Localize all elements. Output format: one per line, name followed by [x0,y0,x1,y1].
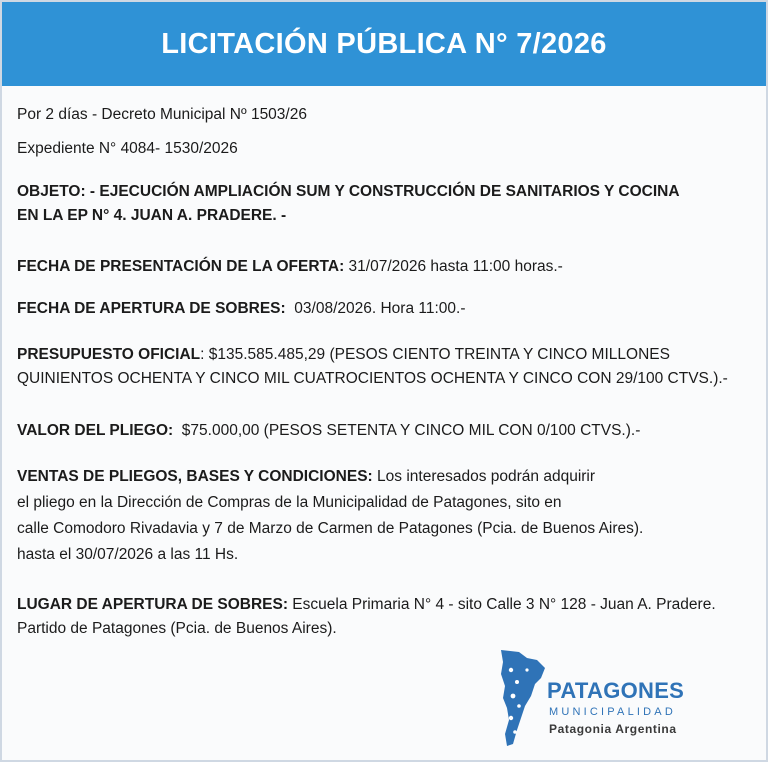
presupuesto-value: : $135.585.485,29 (PESOS CIENTO TREINTA Y CINCO MILLONES [200,346,670,363]
objeto-line-2: EN LA EP N° 4. JUAN A. PRADERE. - [17,207,287,224]
logo-tagline: Patagonia Argentina [549,722,677,736]
patagones-logo [497,648,702,748]
logo-name: PATAGONES [547,678,685,703]
presentacion-label: FECHA DE PRESENTACIÓN DE LA OFERTA: [17,258,345,275]
apertura-row [17,297,466,321]
patagones-map-icon [497,648,549,748]
pliego-value: $75.000,00 (PESOS SETENTA Y CINCO MIL CON 0/100 CTVS.).- [173,422,641,439]
apertura-value: 03/08/2026. Hora 11:00.- [285,300,466,317]
lugar-line-2: Partido de Patagones (Pcia. de Buenos Aires). [17,620,337,637]
presupuesto-line-2: QUINIENTOS OCHENTA Y CINCO MIL CUATROCIENTOS OCHENTA Y CINCO CON 29/100 CTVS.).- [17,370,728,387]
lugar-row [17,593,716,617]
ventas-line-3: calle Comodoro Rivadavia y 7 de Marzo de Carmen de Patagones (Pcia. de Buenos Aires). [17,520,644,537]
notice-title: LICITACIÓN PÚBLICA N° 7/2026 [161,27,607,60]
logo-subtitle: MUNICIPALIDAD [549,706,676,718]
ventas-line-2: el pliego en la Dirección de Compras de la Municipalidad de Patagones, sito en [17,494,562,511]
lugar-label: LUGAR DE APERTURA DE SOBRES: [17,596,288,613]
ventas-line-4: hasta el 30/07/2026 a las 11 Hs. [17,546,239,563]
decree-line: Por 2 días - Decreto Municipal Nº 1503/26 [17,106,307,123]
ventas-value: Los interesados podrán adquirir [372,468,596,485]
presentacion-value: 31/07/2026 hasta 11:00 horas.- [344,258,563,275]
ventas-label: VENTAS DE PLIEGOS, BASES Y CONDICIONES: [17,468,373,485]
objeto-line-1: OBJETO: - EJECUCIÓN AMPLIACIÓN SUM Y CONSTRUCCIÓN DE SANITARIOS Y COCINA [17,183,680,200]
ventas-row [17,465,595,489]
notice-header [2,2,766,86]
apertura-label: FECHA DE APERTURA DE SOBRES: [17,300,286,317]
presentacion-row [17,255,563,279]
presupuesto-label: PRESUPUESTO OFICIAL [17,346,201,363]
file-number: Expediente N° 4084- 1530/2026 [17,140,238,157]
presupuesto-row [17,343,670,367]
pliego-label: VALOR DEL PLIEGO: [17,422,174,439]
pliego-row [17,419,640,443]
lugar-value: Escuela Primaria N° 4 - sito Calle 3 N° 128 - Juan A. Pradere. [287,596,716,613]
